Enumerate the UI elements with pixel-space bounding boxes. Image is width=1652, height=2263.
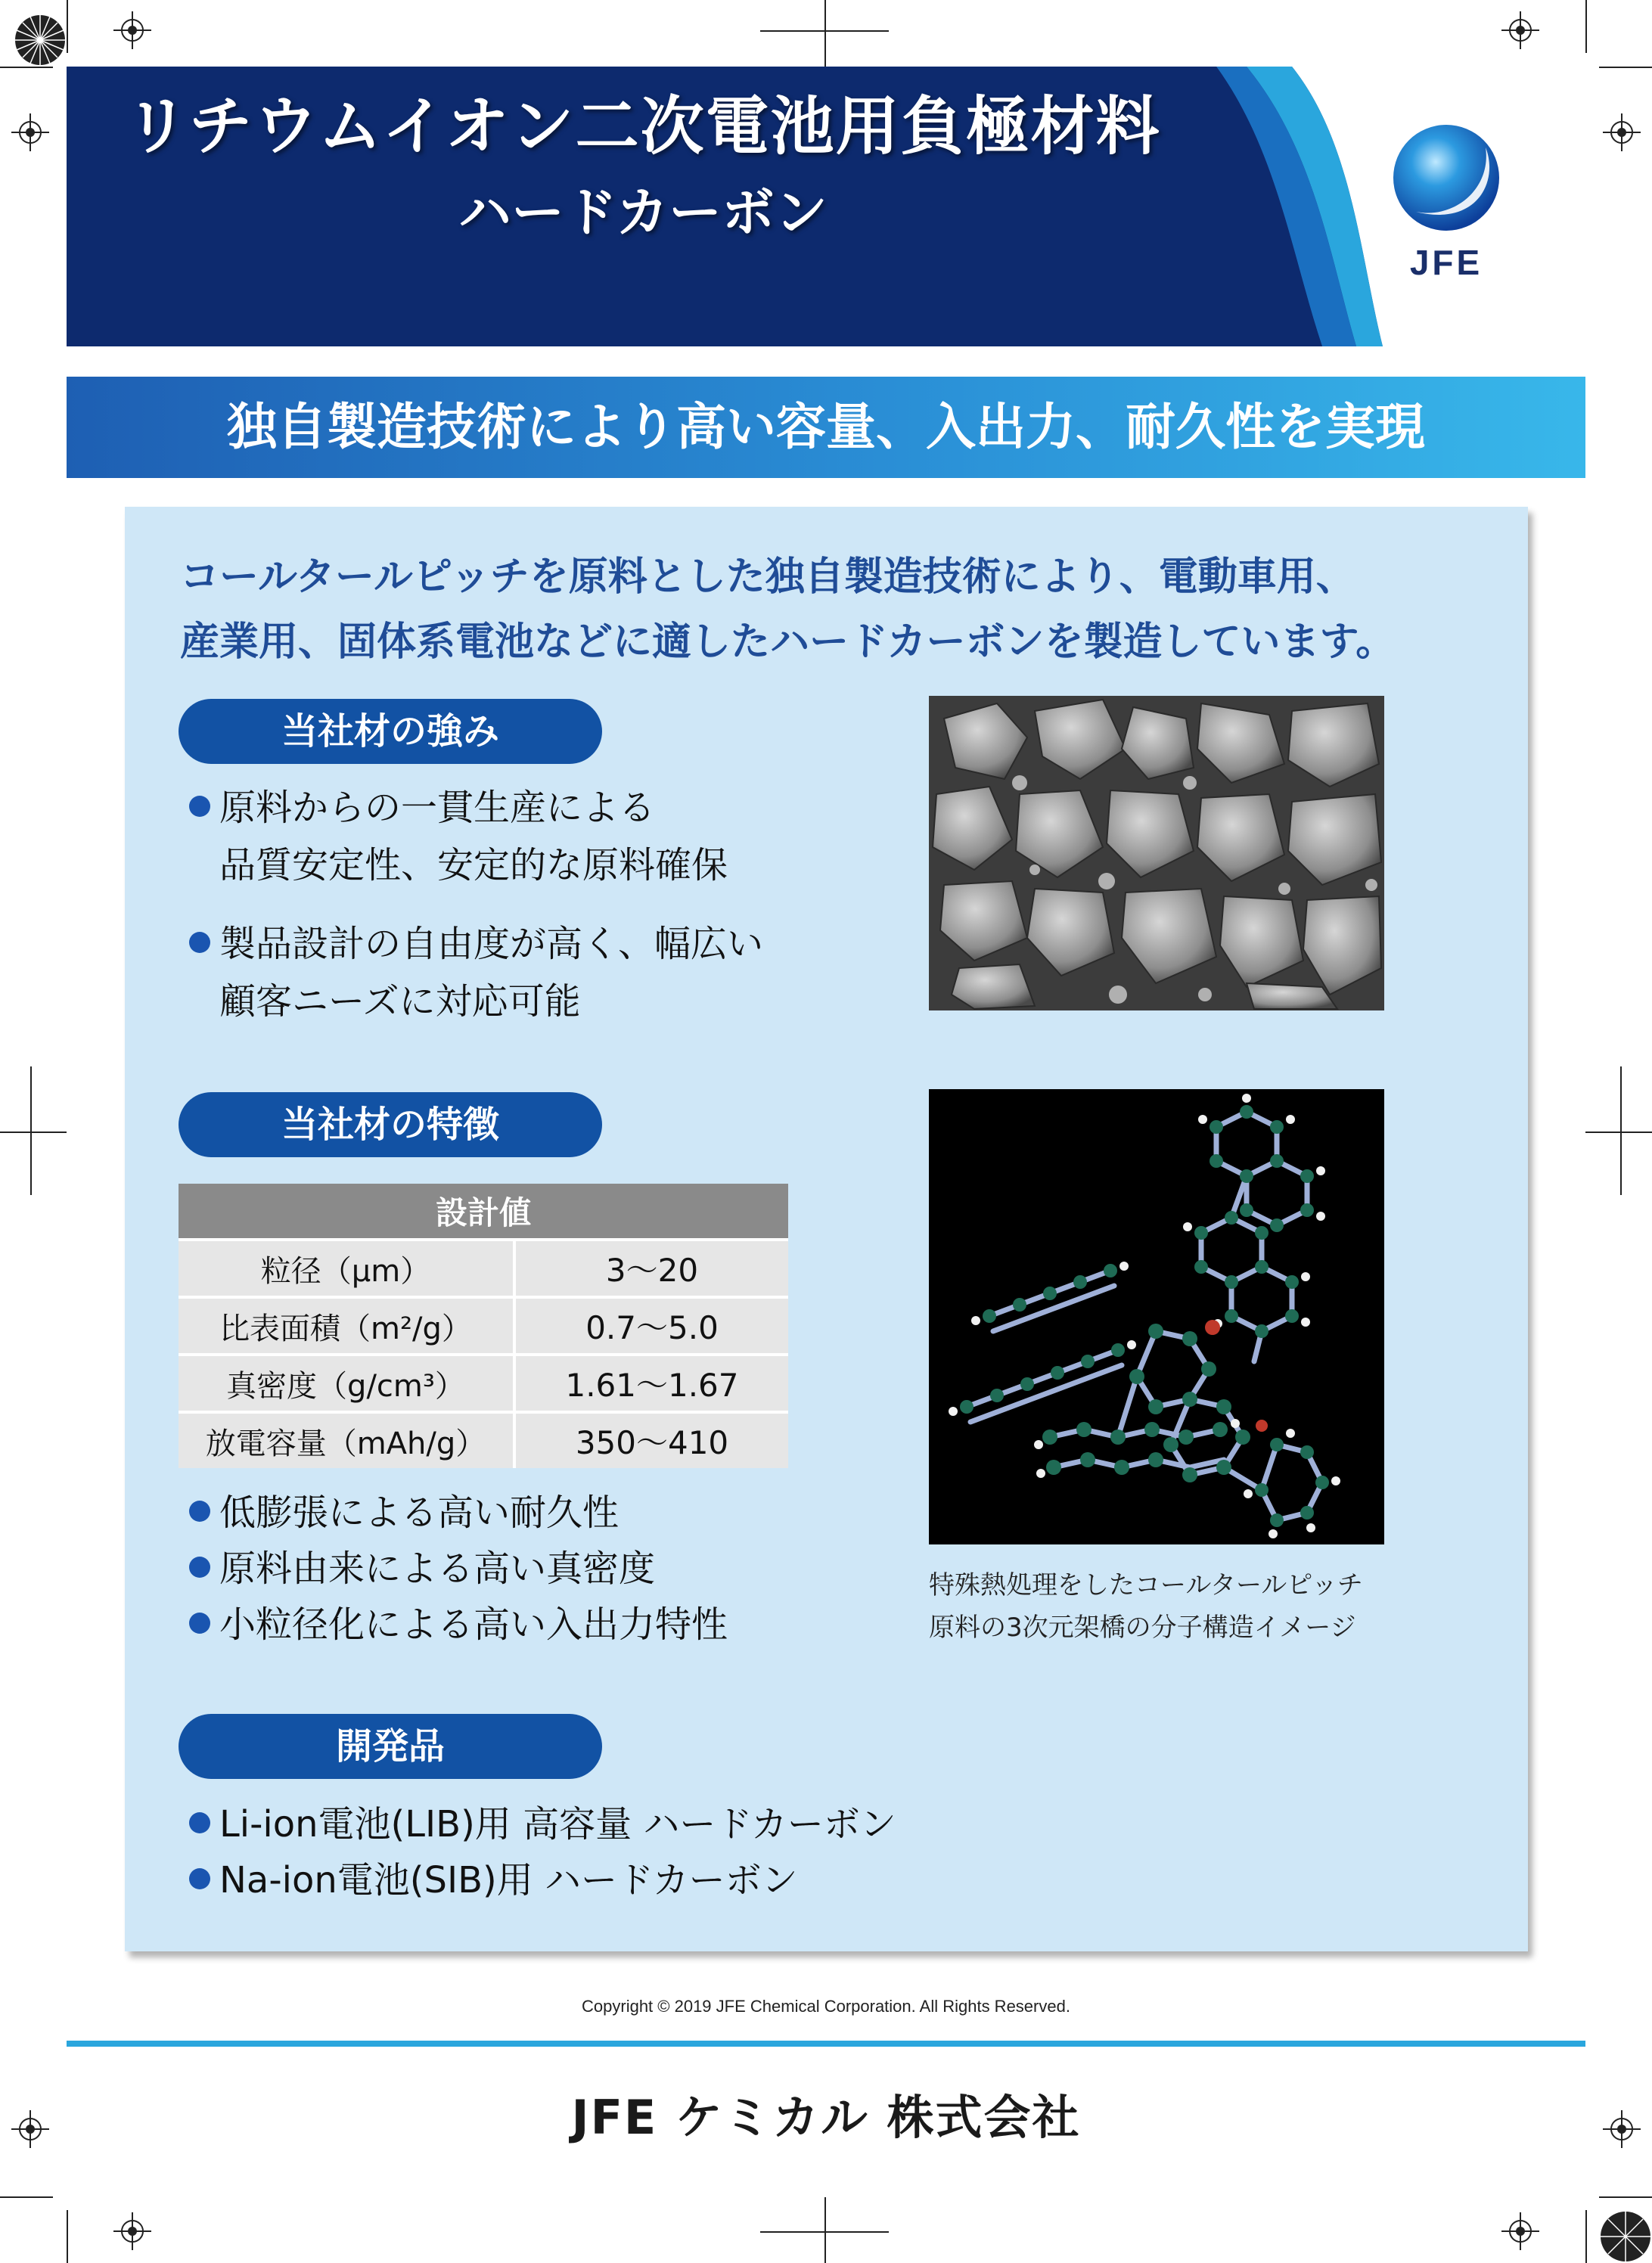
crop-line [824,2197,826,2263]
table-row [179,1412,788,1468]
intro-line: 産業用、固体系電池などに適したハードカーボンを製造しています。 [180,619,1396,665]
strength-item: 原料からの一貫生産による 品質安定性、安定的な原料確保 [189,779,728,894]
caption-line: 特殊熱処理をしたコールタールピッチ [929,1570,1363,1600]
oxygen-atom [1205,1320,1220,1335]
crop-line [0,67,53,68]
registration-target-mark [113,11,151,49]
footer-divider [67,2041,1585,2047]
development-item: Na-ion電池(SIB)用 ハードカーボン [189,1852,798,1909]
spec-table [179,1184,788,1468]
crop-line [1620,1066,1622,1195]
bullet-dot-icon [189,1868,210,1889]
header-title: リチウムイオン二次電池用負極材料 [125,89,1161,163]
image-caption [929,1564,1458,1649]
spec-value: 0.7～5.0 [514,1297,788,1355]
bullet-dot-icon [189,1557,210,1578]
spec-label: 比表面積（m²/g） [179,1297,514,1355]
intro-line: コールタールピッチを原料とした独自製造技術により、電動車用、 [180,554,1355,600]
copyright-text: Copyright © 2019 JFE Chemical Corporation. All Rights Reserved. [582,1997,1070,2016]
crop-line [30,1066,32,1195]
molecular-structure-image [929,1089,1384,1544]
bullet-dot-icon [189,796,210,817]
registration-target-mark [1603,113,1641,151]
registration-target-mark [1501,11,1539,49]
crop-line [0,1132,67,1133]
spec-value: 350～410 [514,1412,788,1468]
oxygen-atom [1256,1420,1268,1432]
spec-label: 粒径（μm） [179,1240,514,1297]
registration-burst-mark [14,14,67,67]
strengths-heading: 当社材の強み [179,699,602,764]
development-heading: 開発品 [179,1714,602,1779]
registration-target-mark [113,2212,151,2250]
registration-burst-mark [1599,2210,1652,2263]
registration-target-mark [11,113,49,151]
company-name: JFE ケミカル 株式会社 [571,2090,1081,2145]
table-header-row [179,1184,788,1240]
crop-line [67,0,68,53]
spec-value: 1.61～1.67 [514,1355,788,1412]
crop-line [0,2196,53,2198]
crop-line [824,0,826,67]
table-header: 設計値 [179,1184,788,1240]
bullet-dot-icon [189,1501,210,1522]
bullet-dot-icon [189,1812,210,1833]
table-row [179,1355,788,1412]
caption-line: 原料の3次元架橋の分子構造イメージ [929,1613,1356,1643]
crop-line [1585,0,1587,53]
header-subtitle: ハードカーボン [458,182,828,244]
sem-particle-photo [929,696,1384,1010]
feature-item: 小粒径化による高い入出力特性 [189,1596,728,1653]
table-row [179,1240,788,1297]
header-wave-decoration [1201,67,1405,346]
crop-line [1599,2196,1652,2198]
crop-line [1585,1132,1652,1133]
feature-item: 低膨張による高い耐久性 [189,1484,619,1541]
spec-value: 3～20 [514,1240,788,1297]
crop-line [1585,2210,1587,2263]
jfe-logo-sphere-icon [1386,121,1507,234]
feature-item: 原料由来による高い真密度 [189,1540,655,1597]
intro-text [180,545,1504,675]
bullet-dot-icon [189,932,210,953]
crop-line [1599,67,1652,68]
registration-target-mark [1501,2212,1539,2250]
jfe-logo-text: JFE [1409,243,1483,282]
development-item: Li-ion電池(LIB)用 高容量 ハードカーボン [189,1796,896,1853]
table-row [179,1297,788,1355]
bullet-dot-icon [189,1613,210,1634]
spec-label: 放電容量（mAh/g） [179,1412,514,1468]
strength-item: 製品設計の自由度が高く、幅広い 顧客ニーズに対応可能 [189,915,763,1030]
tagline-banner: 独自製造技術により高い容量、入出力、耐久性を実現 [67,377,1585,478]
crop-line [67,2210,68,2263]
spec-label: 真密度（g/cm³） [179,1355,514,1412]
features-heading: 当社材の特徴 [179,1092,602,1157]
